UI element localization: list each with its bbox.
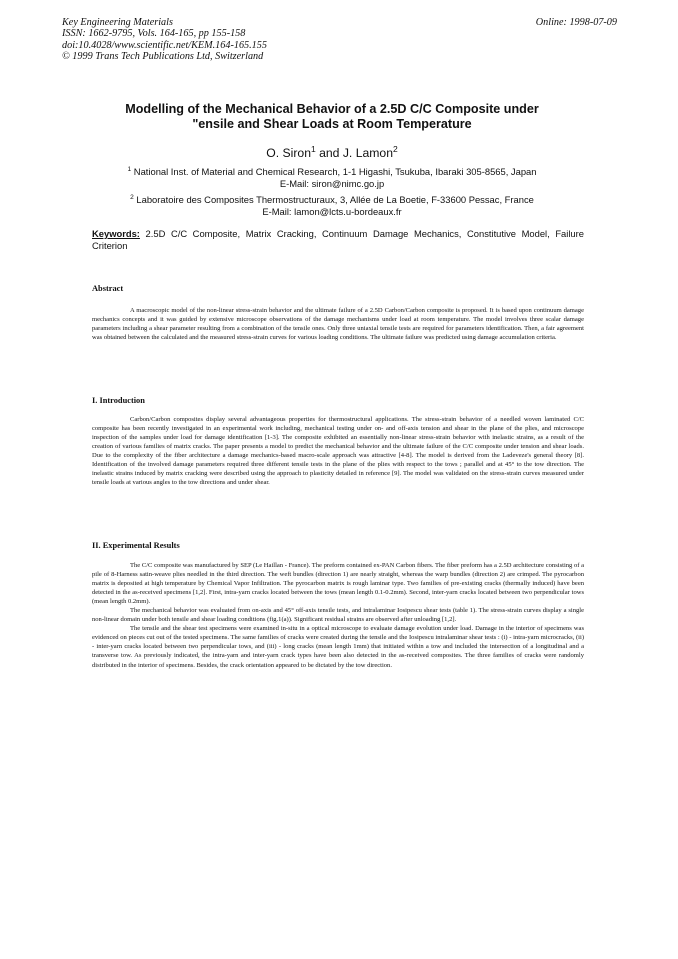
experimental-heading: II. Experimental Results — [92, 541, 180, 550]
online-date: Online: 1998-07-09 — [535, 17, 617, 28]
affiliation-2-address: Laboratoire des Composites Thermostructuraux, 3, Allée de La Boetie, F-33600 Pessac, France — [133, 194, 534, 205]
abstract-heading: Abstract — [92, 284, 124, 293]
journal-name: Key Engineering Materials — [62, 17, 173, 28]
author-1-affil-mark: 1 — [310, 143, 316, 154]
introduction-heading: I. Introduction — [92, 396, 145, 405]
keywords-list: 2.5D C/C Composite, Matrix Cracking, Continuum Damage Mechanics, Constitutive Model, Failure Criterion — [92, 228, 584, 251]
experimental-paragraph-2: The mechanical behavior was evaluated from on-axis and 45° off-axis tensile tests, and intralaminar Iosipescu shear tests (table 1). The stress-strain curves display a single non-linear domain under both tensile and shear loading conditions (fig.1(a)). Significant residual strains are observed after unloading [1,2]. — [92, 607, 584, 624]
title-line-2: "ensile and Shear Loads at Room Temperature — [192, 117, 472, 131]
copyright-line: © 1999 Trans Tech Publications Ltd, Switzerland — [62, 51, 264, 63]
issn-line: ISSN: 1662-9795, Vols. 164-165, pp 155-158 — [62, 28, 246, 40]
introduction-paragraph: Carbon/Carbon composites display several advantageous properties for thermostructural applications. The stress-strain behavior of a needled woven laminated C/C composite has been recently investigated in an experimental work including, mechanical testing under on- and off-axis tension and shear in the plane of the plies, and microscope inspection of the samples under load for damage identification [1-3]. The composite exhibited an essentially non-linear stress-strain behavior with inelastic strains, as a result of the creation of various families of matrix cracks. The paper presents a model to predict the mechanical behavior and the ultimate failure of the C/C composite under tension and shear loads. Due to the complexity of the fiber architecture a damage mechanics-based macro-scale approach was attractive [4-8]. The model is derived from the Ladeveze's general theory [8]. Identification of the involved damage parameters required three different tensile tests in the plane of the plies with respect to the tows ; parallel and at 45° to the tow direction. The inelastic strains induced by matrix cracking were described using the approach to plasticity detailed in reference [9]. The model was validated on the stress-strain curves measured under tensile loads at various angles to the tow directions and under shear. — [92, 416, 584, 487]
experimental-paragraph-1: The C/C composite was manufactured by SEP (Le Haillan - France). The preform contained ex-PAN Carbon fibers. The fiber preform has a 2.5D architecture consisting of a pile of 8-Harness satin-weave plies needled in the third direction. The weft bundles (direction 1) are nearly straight, whereas the warp bundles (direction 2) are crimped. The pyrocarbon matrix is deposited at high temperature by Chemical Vapor Infiltration. The pyrocarbon matrix is rough laminar type. Two families of pre-existing cracks (thermally induced) have been detected in the as-received specimens [1,2]. First, intra-yarn cracks located between the tows (mean length 0.1-0.2mm). Second, inter-yarn cracks located between two perpendicular tows (mean length 0.2mm). — [92, 562, 584, 606]
affiliation-2-mark: 2 — [130, 193, 134, 201]
keywords — [92, 228, 584, 251]
affiliation-1-email: E-Mail: siron@nimc.go.jp — [279, 177, 385, 189]
author-1: O. Siron — [266, 146, 311, 160]
introduction-body — [92, 415, 584, 487]
affiliation-2-email: E-Mail: lamon@lcts.u-bordeaux.fr — [262, 205, 402, 217]
journal-header — [62, 17, 617, 63]
doi-line: doi:10.4028/www.scientific.net/KEM.164-165.155 — [62, 39, 267, 51]
keywords-label: Keywords: — [92, 228, 140, 239]
abstract-body — [92, 306, 584, 342]
affiliation-1-mark: 1 — [127, 165, 132, 173]
authors — [92, 143, 572, 160]
experimental-paragraph-3: The tensile and the shear test specimens were examined in-situ in a optical microscope to evaluate damage evolution under load. Damage in the interior of specimens was evidenced on pieces cut out of the tested specimens. The same families of cracks were created during the tensile and the Iosipescu intralaminar shear tests : (i) - intra-yarn microcracks, (ii) - inter-yarn cracks located between two perpendicular tows, and (iii) - long cracks (mean length 1mm) that initiated within a tow and included the intersection of a longitudinal and a transverse tow. As previously indicated, the intra-yarn and inter-yarn crack types have been also detected in the as-received composites. The three families of cracks were randomly distributed in the interior of specimens. Besides, the crack orientation appeared to be dictated by the tow direction. — [92, 625, 584, 669]
experimental-body — [92, 561, 584, 670]
affiliation-1-address: National Inst. of Material and Chemical Research, 1-1 Higashi, Tsukuba, Ibaraki 305-8565, Japan — [131, 166, 537, 177]
affiliation-1 — [92, 166, 572, 189]
affiliation-2 — [92, 194, 572, 217]
abstract-paragraph: A macroscopic model of the non-linear stress-strain behavior and the ultimate failure of a 2.5D Carbon/Carbon composite is proposed. It is based upon continuum damage mechanics concepts and it was guided by extensive microscope observations of the damage mechanisms under load at room temperature. The model involves three scalar damage parameters including a shear parameter resulting from a combination of the tensile ones. Only three uniaxial tensile tests are required for parameters identification. Then, a fair agreement was obtained between the calculated and the measured stress-strain curves for various loading conditions. The ultimate failure was predicted using damage accumulation criteria. — [92, 307, 584, 342]
author-2-affil-mark: 2 — [392, 143, 398, 154]
title-line-1: Modelling of the Mechanical Behavior of a 2.5D C/C Composite under — [125, 102, 539, 116]
author-2: and J. Lamon — [315, 146, 393, 160]
paper-title — [92, 102, 572, 132]
